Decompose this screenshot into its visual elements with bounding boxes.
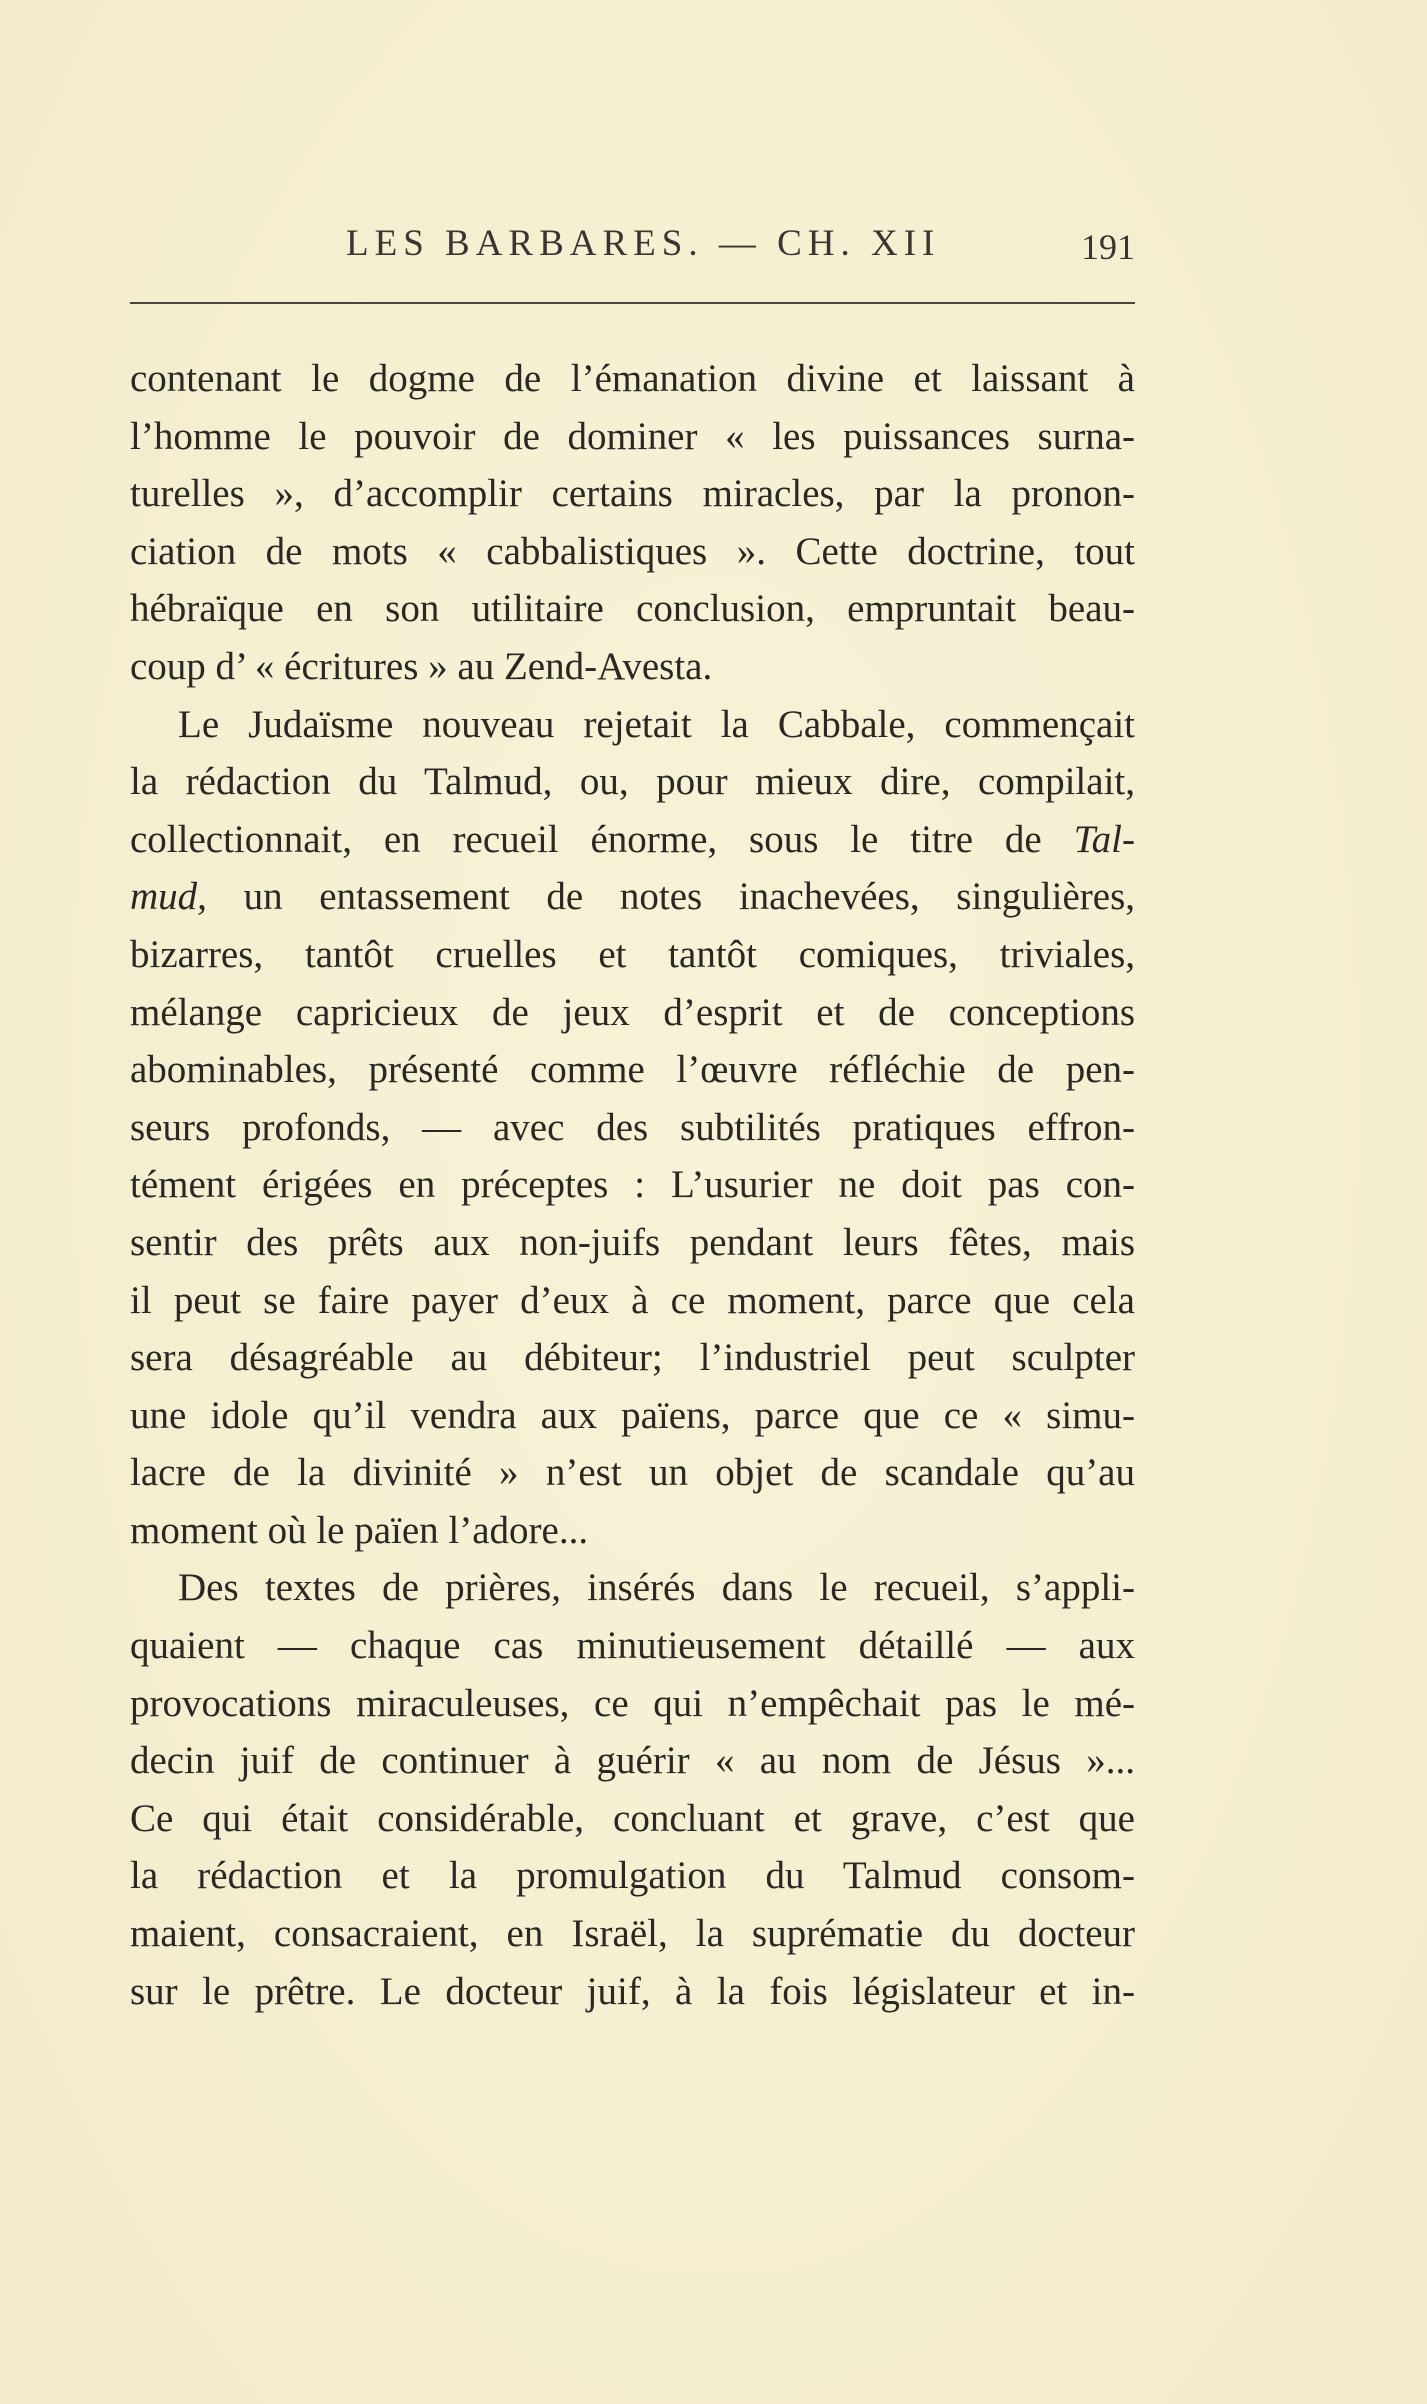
- text-line: sera désagréable au débiteur; l’industriel peut sculpter: [130, 1336, 1135, 1380]
- text-line: abominables, présenté comme l’œuvre réfléchie de pen-: [130, 1048, 1135, 1092]
- text-line: sur le prêtre. Le docteur juif, à la fois législateur et in-: [130, 1969, 1135, 2013]
- text-line: la rédaction et la promulgation du Talmud consom-: [130, 1854, 1135, 1898]
- text-line: Le Judaïsme nouveau rejetait la Cabbale, commençait: [178, 702, 1135, 746]
- text-line: [130, 811, 1135, 869]
- text-line: sentir des prêts aux non-juifs pendant leurs fêtes, mais: [130, 1220, 1135, 1264]
- text-line: il peut se faire payer d’eux à ce moment, parce que cela: [130, 1278, 1135, 1322]
- text-line: mélange capricieux de jeux d’esprit et de conceptions: [130, 990, 1135, 1034]
- text-line: [130, 868, 1135, 926]
- text-line: decin juif de continuer à guérir « au nom de Jésus »...: [130, 1739, 1135, 1783]
- text-line: hébraïque en son utilitaire conclusion, empruntait beau-: [130, 587, 1135, 631]
- text-line: turelles », d’accomplir certains miracles, par la pronon-: [130, 472, 1135, 516]
- text-line: tément érigées en préceptes : L’usurier ne doit pas con-: [130, 1163, 1135, 1207]
- text-line: Ce qui était considérable, concluant et grave, c’est que: [130, 1796, 1135, 1840]
- text-line: maient, consacraient, en Israël, la suprématie du docteur: [130, 1912, 1135, 1956]
- text-line: coup d’ « écritures » au Zend-Avesta.: [130, 644, 713, 688]
- text-line: bizarres, tantôt cruelles et tantôt comiques, triviales,: [130, 932, 1135, 976]
- text-line: ciation de mots « cabbalistiques ». Cette doctrine, tout: [130, 529, 1135, 573]
- body-text: [130, 350, 1135, 2020]
- text-line: seurs profonds, — avec des subtilités pratiques effron-: [130, 1105, 1135, 1149]
- text-line: la rédaction du Talmud, ou, pour mieux dire, compilait,: [130, 760, 1135, 804]
- running-head: [130, 222, 1135, 278]
- page-number: 191: [1081, 227, 1135, 267]
- chapter-title: LES BARBARES. — CH. XII: [346, 223, 941, 264]
- text-line: contenant le dogme de l’émanation divine et laissant à: [130, 357, 1135, 400]
- italic-word: Tal-: [1073, 817, 1135, 861]
- text-line: une idole qu’il vendra aux païens, parce que ce « simu-: [130, 1393, 1135, 1437]
- text-line: lacre de la divinité » n’est un objet de scandale qu’au: [130, 1451, 1135, 1495]
- text-fragment: collectionnait, en recueil énorme, sous le titre de: [130, 817, 1042, 861]
- text-line: l’homme le pouvoir de dominer « les puissances surna-: [130, 414, 1135, 458]
- text-line: Des textes de prières, insérés dans le recueil, s’appli-: [178, 1566, 1135, 1610]
- italic-word: mud,: [130, 875, 207, 919]
- text-line: provocations miraculeuses, ce qui n’empêchait pas le mé-: [130, 1681, 1135, 1725]
- header-rule: [130, 302, 1135, 304]
- text-fragment: un entassement de notes inachevées, singulières,: [243, 875, 1135, 919]
- text-line: moment où le païen l’adore...: [130, 1508, 589, 1552]
- text-line: quaient — chaque cas minutieusement détaillé — aux: [130, 1624, 1135, 1668]
